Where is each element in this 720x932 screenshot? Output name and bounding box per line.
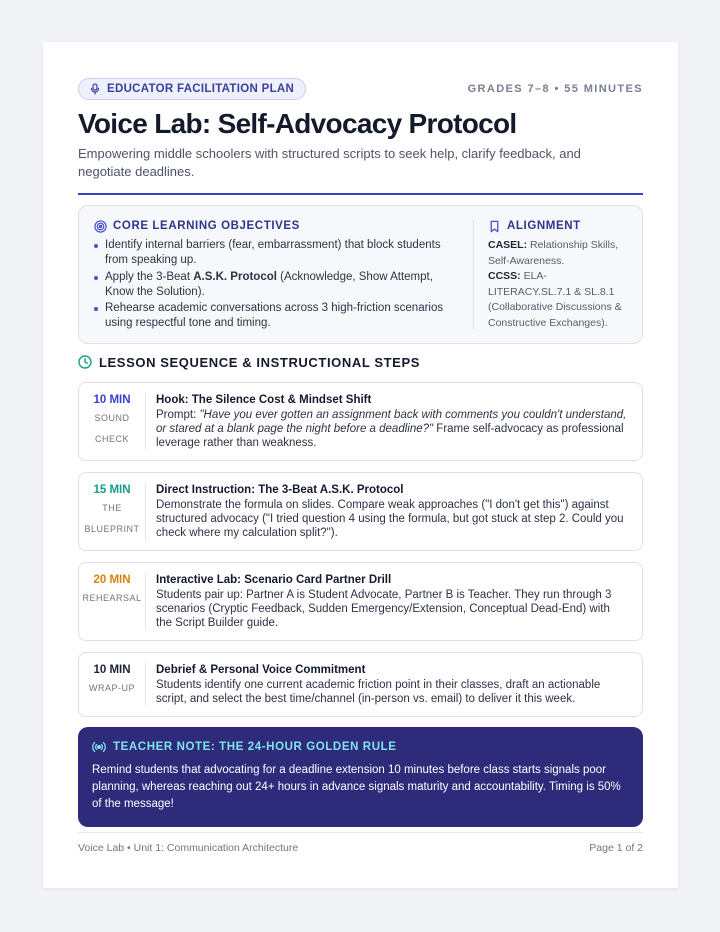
alignment-casel: CASEL: Relationship Skills, Self-Awareness. (488, 239, 619, 267)
broadcast-icon (92, 741, 106, 753)
microphone-icon (89, 83, 101, 95)
objectives-list (94, 238, 459, 331)
page-title: Voice Lab: Self-Advocacy Protocol (78, 108, 517, 139)
sequence-title: LESSON SEQUENCE & INSTRUCTIONAL STEPS (99, 354, 420, 370)
step-duration: 10 MIN (93, 394, 131, 406)
page-subtitle: Empowering middle schoolers with structured scripts to seek help, clarify feedback, and negotiate deadlines. (78, 146, 581, 179)
step-duration: 20 MIN (93, 574, 131, 586)
document-page (43, 42, 678, 888)
objectives-title: CORE LEARNING OBJECTIVES (113, 220, 300, 232)
step-body (146, 663, 628, 716)
step-description: Demonstrate the formula on slides. Compare weak approaches ("I don't get this") against structured advocacy ("I tried question 4 using the formula, but got stuck at step 2. Could you check where my calculation split?"). (156, 499, 624, 539)
lesson-step (78, 382, 643, 461)
bookmark-icon (488, 220, 501, 233)
step-time (79, 573, 146, 630)
objective-item: Identify internal barriers (fear, embarrassment) that block students from speaking up. (94, 238, 459, 268)
step-description: Students identify one current academic friction point in their classes, draft an actionable script, and select the best time/channel (in-person vs. email) to deliver it this week. (156, 679, 601, 705)
step-body (146, 393, 628, 460)
step-title: Hook: The Silence Cost & Mindset Shift (156, 394, 372, 406)
step-time (79, 483, 146, 540)
step-duration: 10 MIN (93, 664, 131, 676)
step-phase: REHEARSAL (82, 593, 142, 603)
step-title: Direct Instruction: The 3-Beat A.S.K. Protocol (156, 484, 404, 496)
lesson-step (78, 562, 643, 641)
step-body (146, 483, 628, 550)
step-phase: BLUEPRINT (84, 524, 140, 534)
page-footer (78, 832, 643, 854)
step-title: Interactive Lab: Scenario Card Partner Drill (156, 574, 392, 586)
step-time (79, 393, 146, 450)
alignment-heading (488, 218, 627, 234)
lesson-step (78, 472, 643, 551)
target-icon (94, 220, 107, 233)
badge-label: EDUCATOR FACILITATION PLAN (107, 83, 295, 95)
step-phase: CHECK (94, 434, 129, 444)
step-body (146, 573, 628, 640)
sequence-heading (78, 354, 643, 370)
step-phase: WRAP-UP (89, 683, 135, 693)
header-row (78, 78, 643, 100)
step-phase: THE (102, 503, 122, 513)
step-phase: SOUND (94, 413, 130, 423)
footer-unit: Voice Lab • Unit 1: Communication Architecture (78, 842, 299, 854)
page-number: Page 1 of 2 (589, 842, 643, 854)
panel-divider (473, 220, 474, 329)
lesson-steps (78, 382, 643, 717)
step-duration: 15 MIN (93, 484, 131, 496)
step-description: Students pair up: Partner A is Student Advocate, Partner B is Teacher. They run through 3 scenarios (Cryptic Feedback, Sudden Emergency/Extension, Conceptual Dead-End) with the Script Builder guide. (156, 589, 612, 629)
clock-icon (78, 355, 92, 369)
alignment-column (488, 218, 627, 331)
note-text: Remind students that advocating for a deadline extension 10 minutes before class starts signals poor planning, whereas reaching out 24+ hours in advance signals maturity and accountability. Timing is 50% of the message! (92, 764, 621, 810)
objective-item: Apply the 3-Beat A.S.K. Protocol (Acknowledge, Show Attempt, Know the Solution). (94, 270, 459, 300)
objectives-heading (94, 218, 459, 234)
plan-badge (78, 78, 306, 100)
grade-duration-meta: GRADES 7–8 • 55 MINUTES (467, 83, 643, 95)
objective-item: Rehearse academic conversations across 3 high-friction scenarios using respectful tone and timing. (94, 301, 459, 331)
step-time (79, 663, 146, 706)
step-title: Debrief & Personal Voice Commitment (156, 664, 366, 676)
objectives-panel (78, 205, 643, 344)
step-description: Prompt: "Have you ever gotten an assignment back with comments you couldn't understand, or stared at a blank page the night before a deadline?" Frame self-advocacy as professional leverage rather than weakness. (156, 409, 627, 449)
note-heading (92, 740, 629, 754)
note-title: TEACHER NOTE: THE 24-HOUR GOLDEN RULE (113, 741, 397, 753)
alignment-ccss: CCSS: ELA-LITERACY.SL.7.1 & SL.8.1 (Collaborative Discussions & Constructive Exchanges). (488, 270, 622, 329)
title-rule (78, 193, 643, 195)
objectives-column (94, 218, 459, 331)
teacher-note (78, 727, 643, 827)
alignment-title: ALIGNMENT (507, 220, 581, 232)
lesson-step (78, 652, 643, 717)
